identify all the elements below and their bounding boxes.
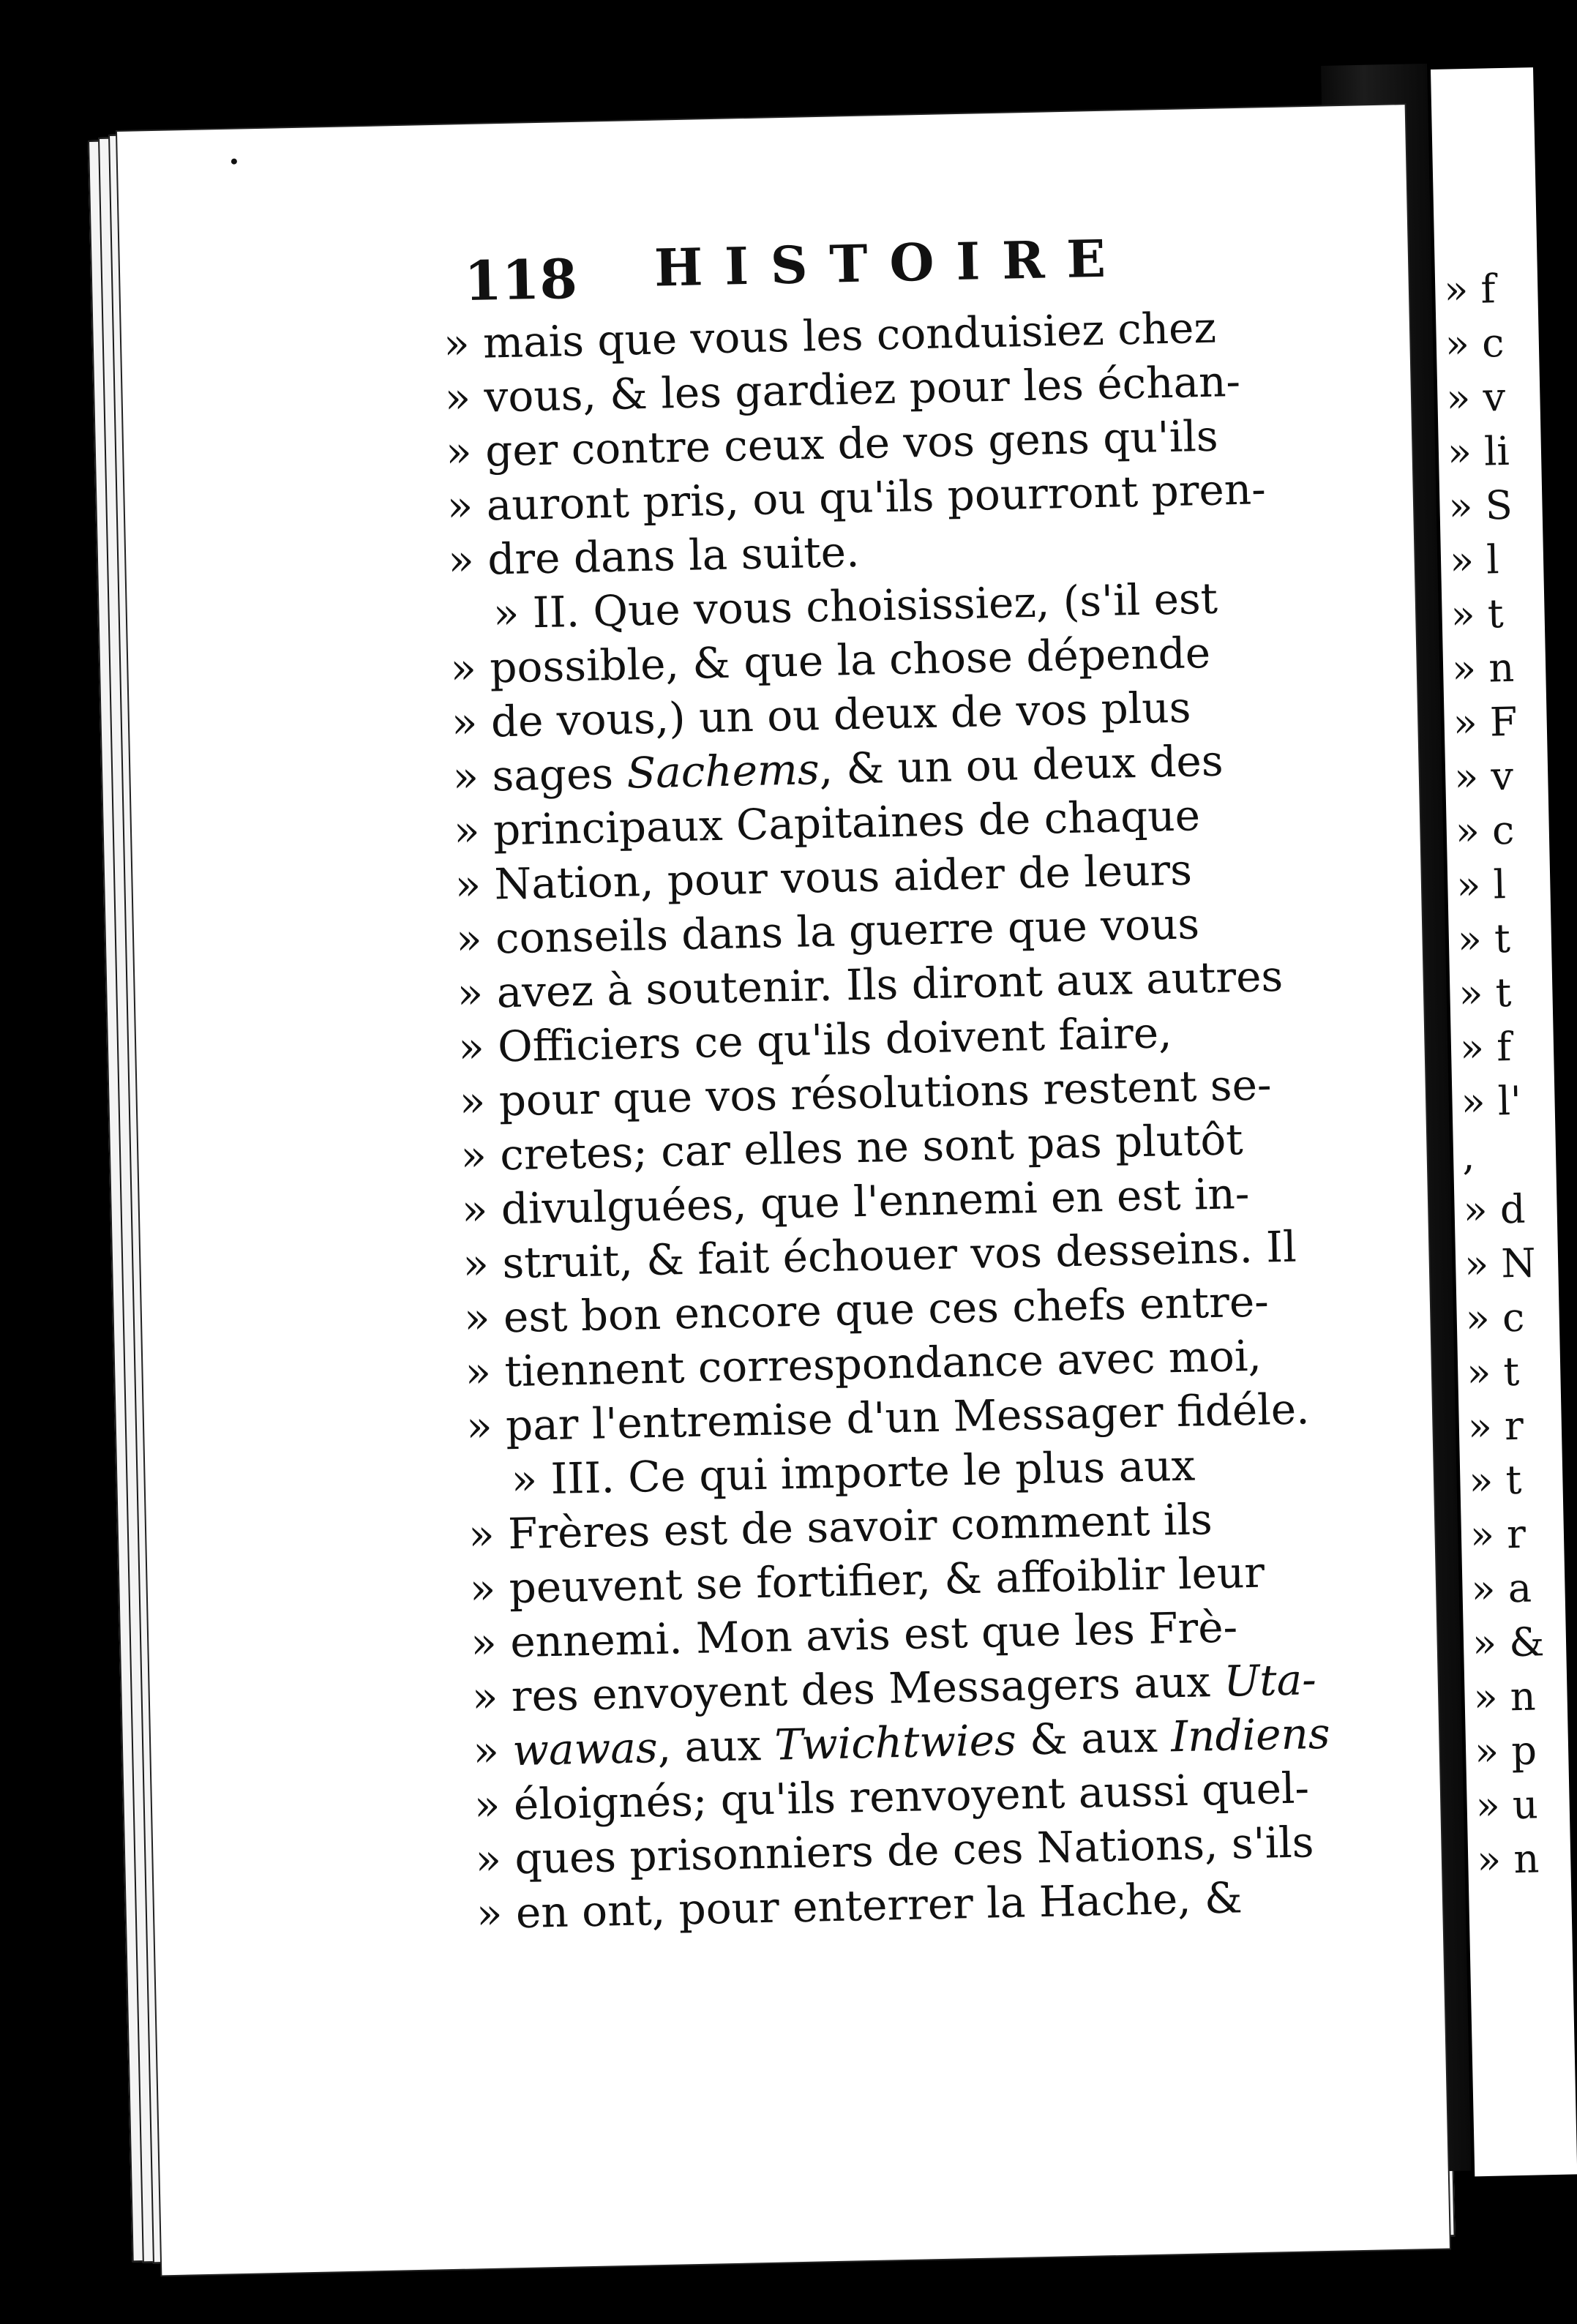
facing-page-line: » & bbox=[1472, 1619, 1545, 1667]
facing-page-line: » n bbox=[1451, 644, 1515, 692]
text-line: » cretes; car elles ne sont pas plutôt bbox=[460, 1114, 1244, 1181]
facing-page-line: » S bbox=[1447, 481, 1513, 530]
facing-page-line: » v bbox=[1453, 752, 1514, 801]
text-line: » peuvent se fortifier, & affoiblir leur bbox=[469, 1547, 1265, 1614]
text-line: » de vous,) un ou deux de vos plus bbox=[451, 682, 1192, 748]
facing-page-line: » li bbox=[1447, 427, 1510, 476]
text-line: » ques prisonniers de ces Nations, s'ils bbox=[474, 1817, 1315, 1885]
text-line: » tiennent correspondance avec moi, bbox=[464, 1330, 1262, 1398]
page-number: 118 bbox=[463, 247, 578, 314]
text-line: » éloignés; qu'ils renvoyent aussi quel- bbox=[473, 1763, 1310, 1831]
facing-page-line: » r bbox=[1469, 1510, 1527, 1559]
text-line: » ennemi. Mon avis est que les Frè- bbox=[470, 1602, 1238, 1668]
text-line: » conseils dans la guerre que vous bbox=[455, 899, 1200, 964]
facing-page-line: » l' bbox=[1460, 1077, 1522, 1125]
facing-page-line: » n bbox=[1472, 1673, 1537, 1721]
text-line: » auront pris, ou qu'ils pourront pren- bbox=[446, 464, 1267, 531]
text-line: » dre dans la suite. bbox=[447, 526, 861, 585]
text-line: » Frères est de savoir comment ils bbox=[468, 1494, 1213, 1560]
text-line: » sages Sachems, & un ou deux des bbox=[452, 735, 1224, 802]
facing-page-line: » d bbox=[1462, 1185, 1527, 1234]
facing-page-line: » a bbox=[1470, 1564, 1532, 1613]
running-head: HISTOIRE bbox=[653, 228, 1128, 299]
text-line: » principaux Capitaines de chaque bbox=[453, 790, 1201, 856]
text-line: » par l'entremise d'un Messager fidéle. bbox=[465, 1384, 1311, 1452]
facing-page-line: » f bbox=[1459, 1023, 1512, 1071]
facing-page-line: » N bbox=[1464, 1240, 1537, 1288]
text-line: » vous, & les gardiez pour les échan- bbox=[444, 356, 1241, 423]
text-line: » III. Ce qui importe le plus aux bbox=[510, 1440, 1196, 1505]
facing-page-line: » l bbox=[1449, 536, 1500, 584]
text-line: » Nation, pour vous aider de leurs bbox=[454, 844, 1193, 910]
text-line: » avez à soutenir. Ils diront aux autres bbox=[457, 951, 1284, 1019]
text-line: » possible, & que la chose dépende bbox=[449, 627, 1211, 694]
text-line: » II. Que vous choisissiez, (s'il est bbox=[492, 573, 1218, 639]
ink-speck bbox=[231, 159, 237, 165]
facing-page-line: , bbox=[1461, 1133, 1475, 1180]
facing-page-line: » t bbox=[1450, 591, 1505, 638]
facing-page-line: » u bbox=[1475, 1781, 1539, 1829]
facing-page-line: » l bbox=[1456, 861, 1507, 909]
facing-page-line: » v bbox=[1445, 373, 1506, 421]
facing-page-line: » c bbox=[1455, 806, 1515, 855]
text-line: » res envoyent des Messagers aux Uta- bbox=[471, 1654, 1317, 1723]
facing-page-line: » f bbox=[1443, 266, 1497, 313]
facing-page-line: » t bbox=[1468, 1456, 1522, 1504]
text-line: » struit, & fait échouer vos desseins. Il bbox=[462, 1221, 1297, 1289]
text-line: » divulguées, que l'ennemi en est in- bbox=[461, 1168, 1251, 1235]
facing-page-line: » p bbox=[1474, 1727, 1537, 1775]
facing-page-line: » n bbox=[1476, 1835, 1540, 1883]
text-line: » mais que vous les conduisiez chez bbox=[443, 302, 1217, 369]
facing-page-line: » t bbox=[1458, 969, 1513, 1017]
text-line: » est bon encore que ces chefs entre- bbox=[463, 1276, 1270, 1343]
facing-page-line: » c bbox=[1445, 319, 1505, 367]
page-body-text bbox=[443, 297, 1398, 1941]
text-line: » Officiers ce qu'ils doivent faire, bbox=[457, 1008, 1173, 1073]
facing-page-line: » t bbox=[1457, 915, 1511, 963]
book-page bbox=[117, 105, 1450, 2275]
text-line: » ger contre ceux de vos gens qu'ils bbox=[445, 411, 1219, 477]
text-line: » pour que vos résolutions restent se- bbox=[459, 1060, 1273, 1127]
facing-page-line: » F bbox=[1453, 698, 1518, 746]
text-line: » en ont, pour enterrer la Hache, & bbox=[476, 1873, 1243, 1939]
facing-page-line: » r bbox=[1467, 1402, 1524, 1450]
text-line: » wawas, aux Twichtwies & aux Indiens bbox=[472, 1708, 1331, 1777]
facing-page-line: » t bbox=[1466, 1348, 1520, 1396]
facing-page-line: » c bbox=[1465, 1294, 1525, 1342]
